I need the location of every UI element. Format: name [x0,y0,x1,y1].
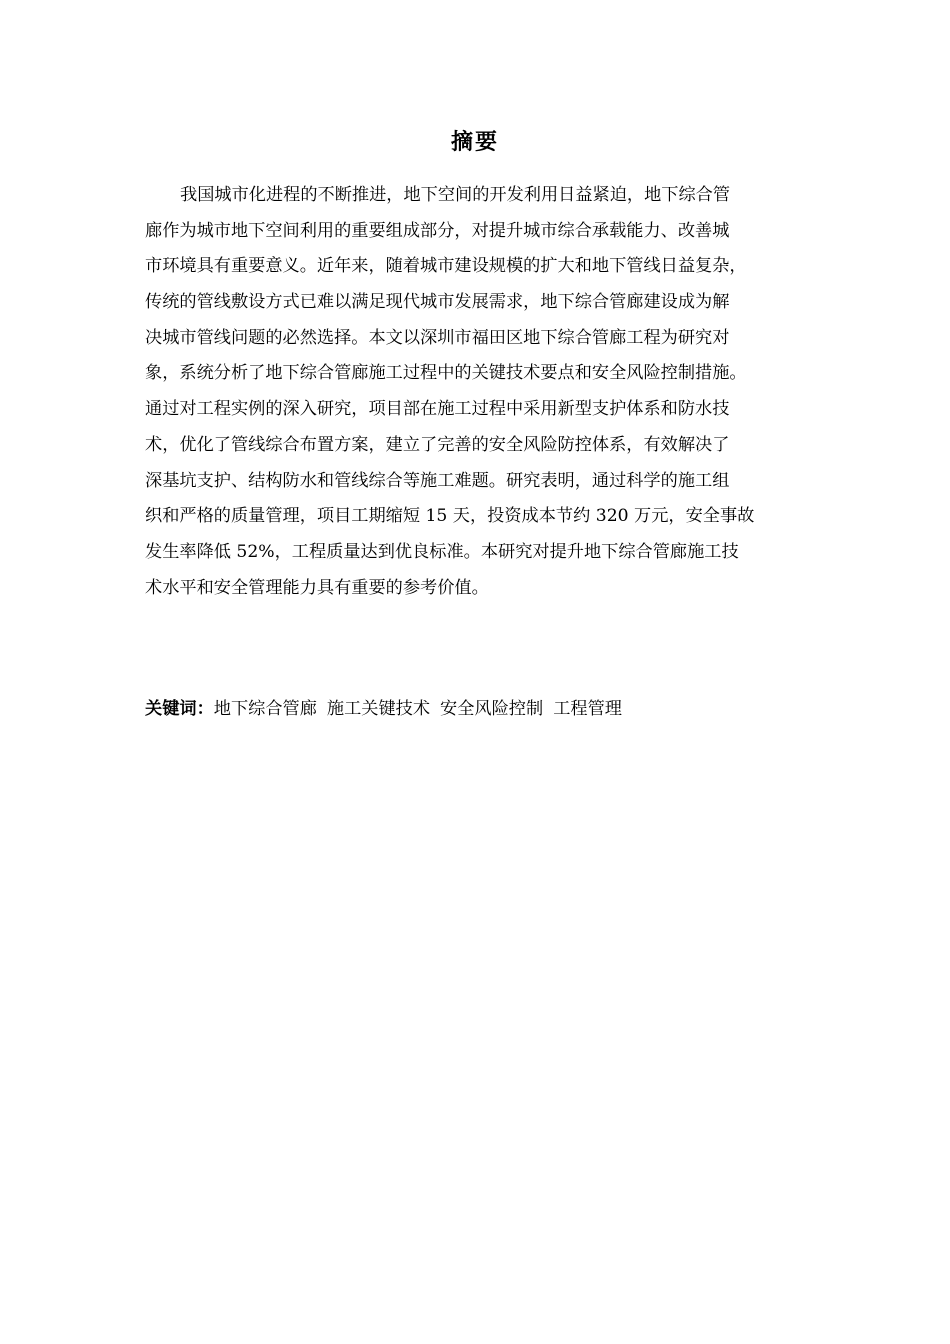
abstract-body [145,178,817,606]
abstract-line: 发生率降低 52%，工程质量达到优良标准。本研究对提升地下综合管廊施工技 [145,541,739,562]
abstract-line: 廊作为城市地下空间利用的重要组成部分，对提升城市综合承载能力、改善城 [145,220,730,241]
abstract-line: 术水平和安全管理能力具有重要的参考价值。 [145,577,489,598]
abstract-line: 深基坑支护、结构防水和管线综合等施工难题。研究表明，通过科学的施工组 [145,470,730,491]
keyword-item: 施工关键技术 [326,699,431,719]
abstract-line: 象，系统分析了地下综合管廊施工过程中的关键技术要点和安全风险控制措施。 [145,363,747,384]
abstract-line: 决城市管线问题的必然选择。本文以深圳市福田区地下综合管廊工程为研究对 [145,327,730,348]
abstract-line: 织和严格的质量管理，项目工期缩短 15 天，投资成本节约 320 万元，安全事故 [145,506,755,527]
keyword-item: 工程管理 [553,699,622,719]
abstract-line: 市环境具有重要意义。近年来，随着城市建设规模的扩大和地下管线日益复杂， [145,256,747,277]
keyword-item: 安全风险控制 [440,699,544,719]
abstract-line: 术，优化了管线综合布置方案，建立了完善的安全风险防控体系，有效解决了 [145,434,730,455]
keywords-line [145,692,632,726]
abstract-line: 我国城市化进程的不断推进，地下空间的开发利用日益紧迫，地下综合管 [180,185,731,205]
keywords-label: 关键词： [145,699,214,719]
abstract-line: 通过对工程实例的深入研究，项目部在施工过程中采用新型支护体系和防水技 [145,399,730,420]
page-title: 摘要 [450,130,499,155]
keyword-item: 地下综合管廊 [213,699,317,719]
abstract-line: 传统的管线敷设方式已难以满足现代城市发展需求，地下综合管廊建设成为解 [145,292,730,313]
